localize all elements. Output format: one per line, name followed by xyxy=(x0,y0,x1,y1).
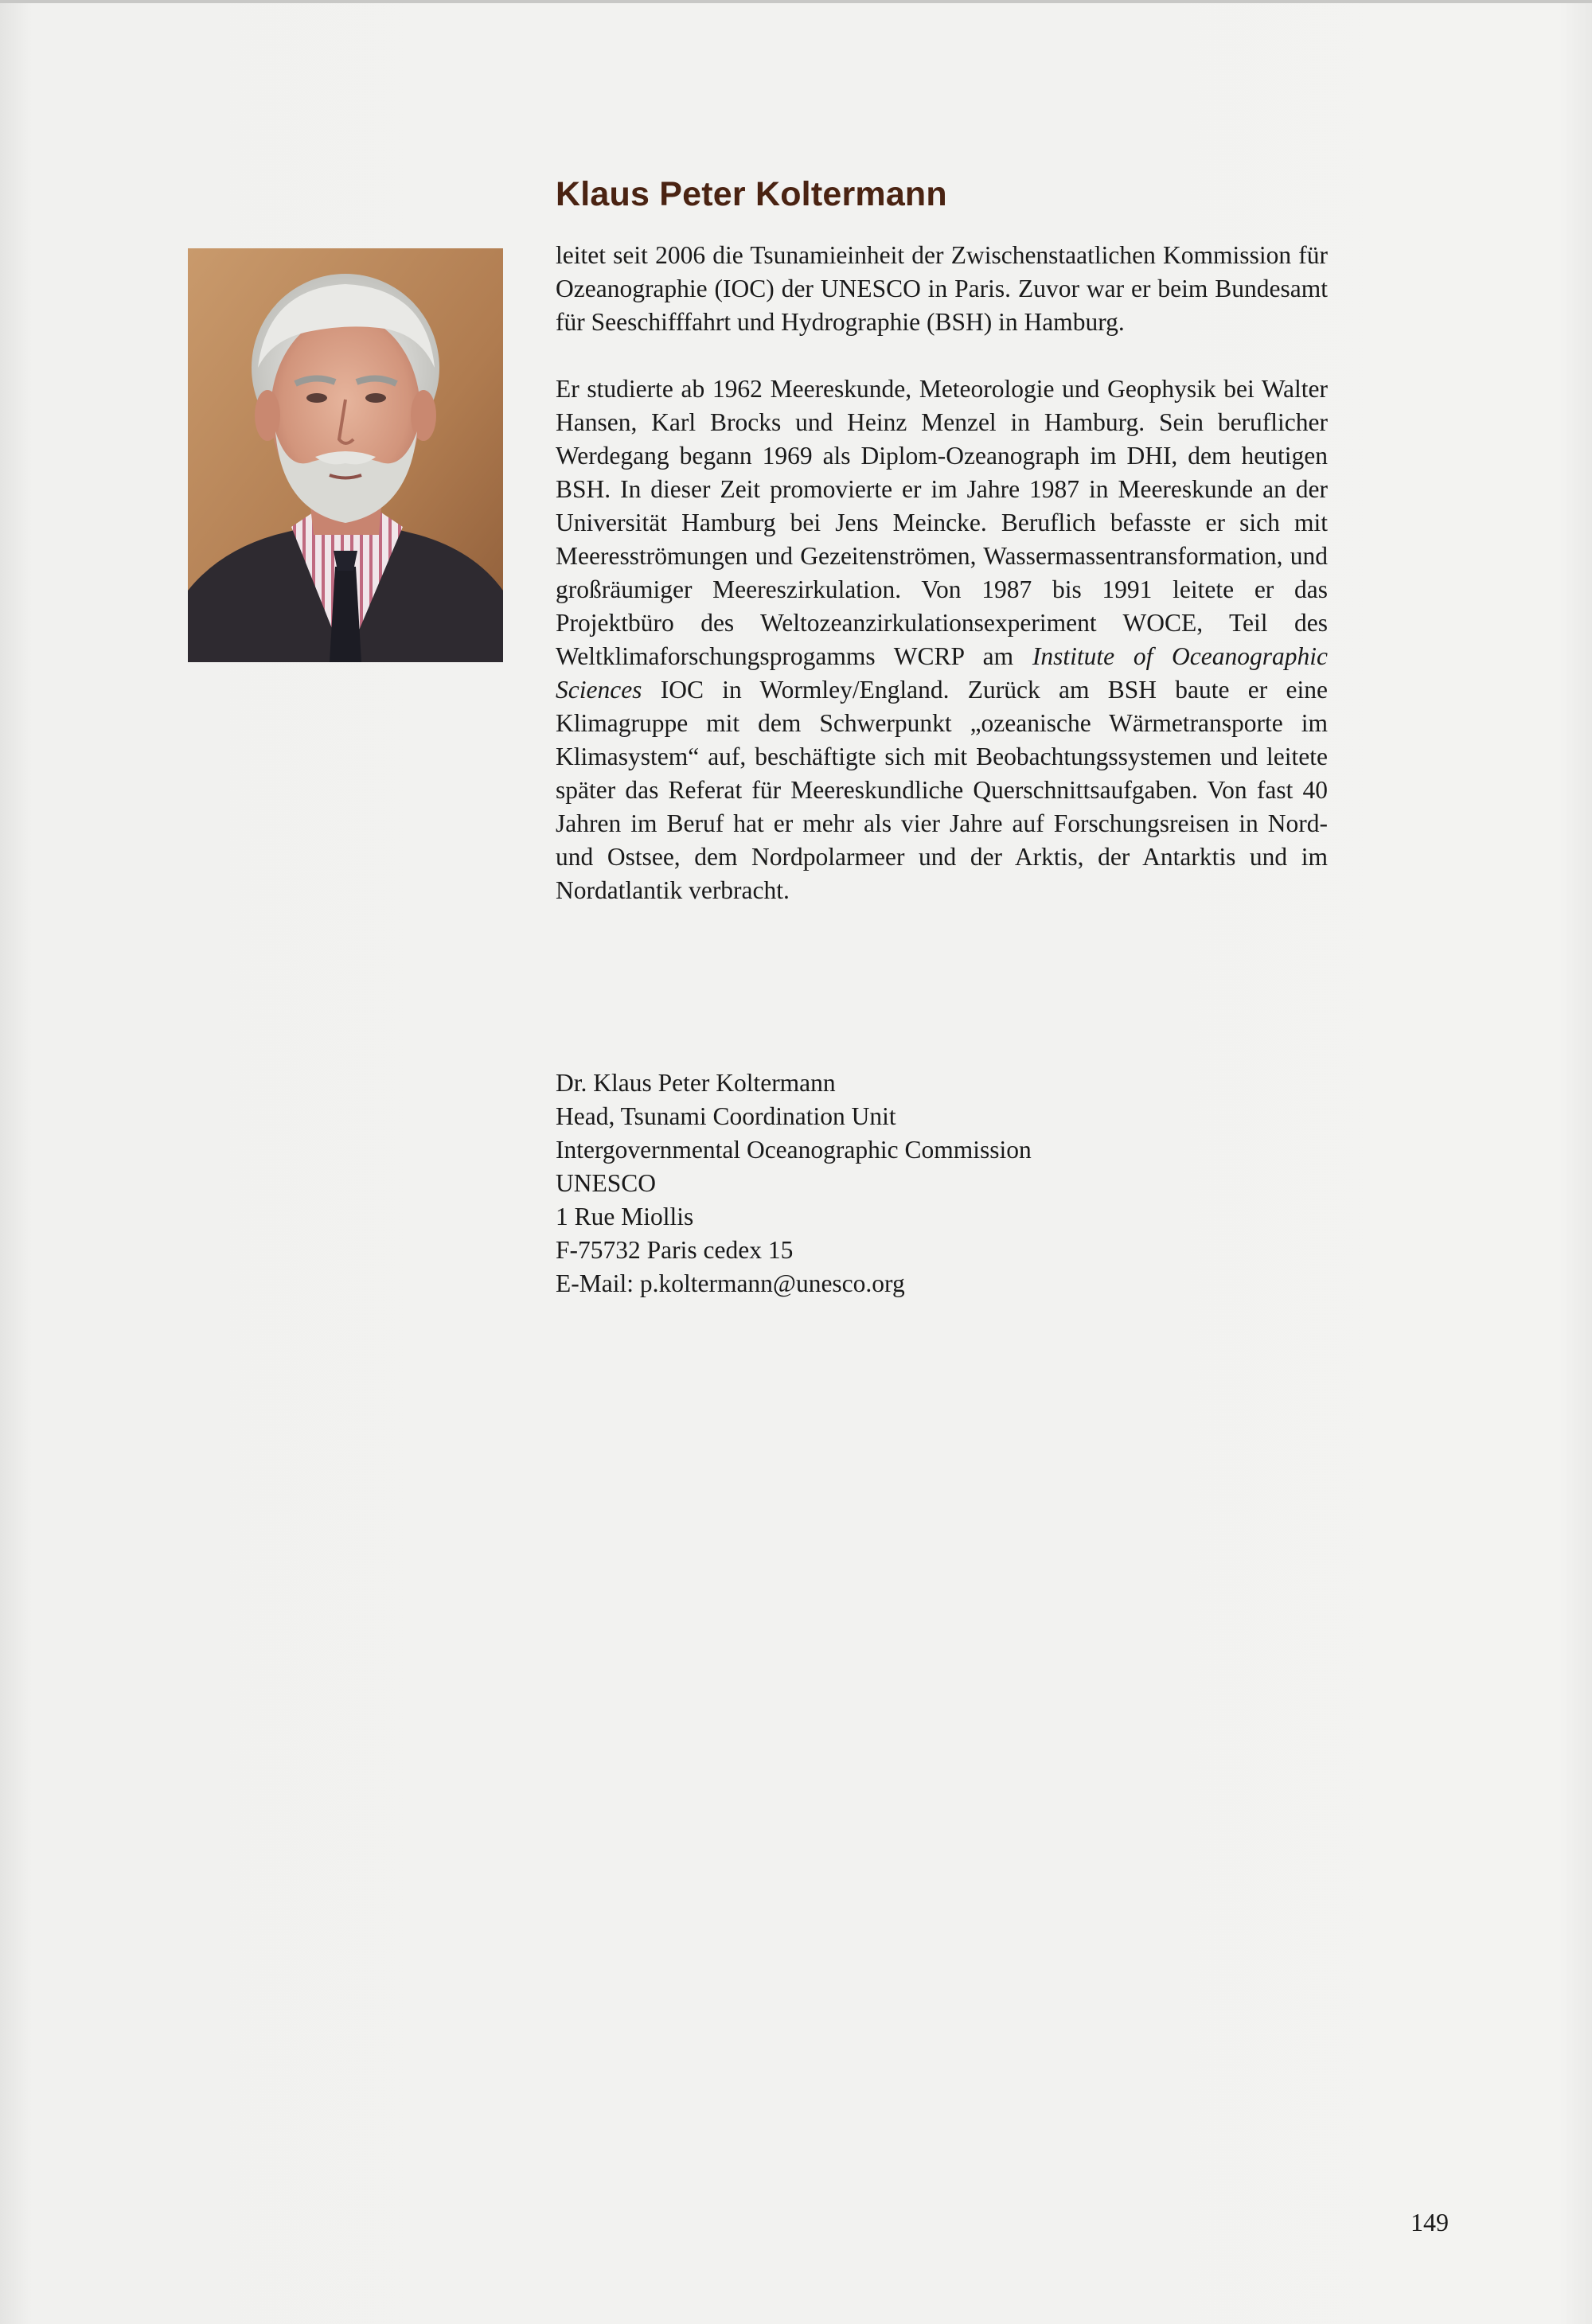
biography xyxy=(556,239,1328,907)
bio-paragraph-2 xyxy=(556,372,1328,907)
page-title: Klaus Peter Koltermann xyxy=(556,175,947,213)
address-line: UNESCO xyxy=(556,1169,657,1197)
bio-paragraph-2-part-1: Er studierte ab 1962 Meereskunde, Meteorologie und Geophysik bei Walter Hansen, Karl Brocks und Heinz Menzel in Hamburg. Sein beruflicher Werdegang begann 1969 als Diplom-Ozeanograph im DHI, dem heutigen BSH. In dieser Zeit promovierte er im Jahre 1987 in Meereskunde an der Universität Hamburg bei Jens Meincke. Beruflich befasste er sich mit Meeresströmungen und Gezeitenströmen, Wassermassentransformation, und großräumiger Meereszirkulation. Von 1987 bis 1991 leitete er das Projektbüro des Weltozeanzirkulationsexperiment WOCE, Teil des Weltklimaforschungsprogamms WCRP am xyxy=(556,375,1328,670)
institute-name: Institute of Oceanographic Sciences xyxy=(556,642,1329,704)
address-line: Intergovernmental Oceanographic Commission xyxy=(556,1136,1032,1164)
address-line: Head, Tsunami Coordination Unit xyxy=(556,1102,896,1130)
address-line: Dr. Klaus Peter Koltermann xyxy=(556,1069,836,1097)
bio-paragraph-2-part-2: IOC in Wormley/England. Zurück am BSH baute er eine Klimagruppe mit dem Schwerpunkt „ozeanische Wärmetransporte im Klimasystem“ auf, beschäftigte sich mit Beobachtungssystemen und leitete später das Referat für Meereskundliche Querschnittsaufgaben. Von fast 40 Jahren im Beruf hat er mehr als vier Jahre auf Forschungsreisen in Nord- und Ostsee, dem Nordpolarmeer und der Arktis, der Antarktis und im Nordatlantik verbracht. xyxy=(556,676,1329,904)
address-line: F-75732 Paris cedex 15 xyxy=(556,1236,794,1264)
portrait-photo xyxy=(188,248,503,662)
page-edge xyxy=(0,0,1592,3)
address-line: 1 Rue Miollis xyxy=(556,1203,694,1230)
bio-paragraph-1: leitet seit 2006 die Tsunamieinheit der Zwischenstaatlichen Kommission für Ozeanographie (IOC) der UNESCO in Paris. Zuvor war er beim Bundesamt für Seeschifffahrt und Hydrographie (BSH) in Hamburg. xyxy=(556,241,1328,336)
page-number: 149 xyxy=(1411,2208,1449,2236)
contact-address xyxy=(556,1066,1328,1300)
email-line: E-Mail: p.koltermann@unesco.org xyxy=(556,1269,905,1297)
